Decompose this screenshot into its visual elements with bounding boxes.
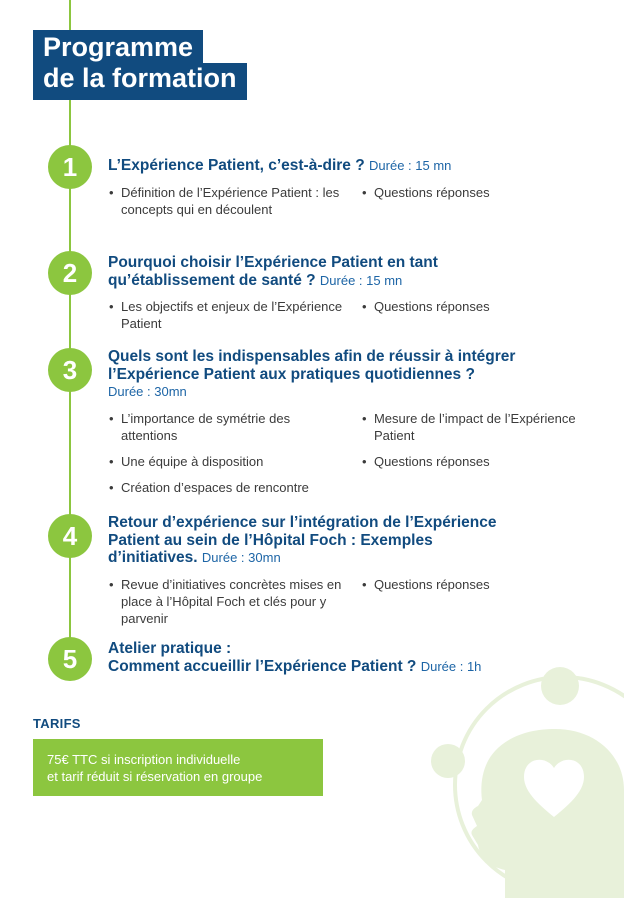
step-number-1: 1 (48, 145, 92, 189)
section-1-title-text: L’Expérience Patient, c’est-à-dire ? (108, 157, 365, 174)
section-4-duration: Durée : 30mn (201, 550, 281, 565)
bullet-item: • Questions réponses (361, 453, 598, 470)
section-4 (108, 514, 598, 636)
bullet-item: • Revue d’initiatives concrètes mises en place à l’Hôpital Foch et clés pour y parvenir (108, 576, 348, 627)
section-3-duration: Durée : 30mn (108, 384, 187, 399)
tarif-line1: 75€ TTC si inscription individuelle (47, 752, 241, 767)
section-2-title-line2: qu’établissement de santé ? (108, 271, 316, 289)
tarif-line2: et tarif réduit si réservation en groupe (47, 769, 263, 784)
section-1 (108, 157, 598, 227)
section-5-title-line1: Atelier pratique : (108, 640, 232, 657)
tarif-box (33, 739, 323, 796)
bullet-item: • Mesure de l’impact de l’Expérience Patient (361, 410, 598, 444)
section-5-title-line2: Comment accueillir l’Expérience Patient ? (108, 657, 417, 675)
section-3-title-line1: Quels sont les indispensables afin de réussir à intégrer (108, 348, 516, 365)
bullet-item: • Questions réponses (361, 576, 598, 627)
section-4-title-line1: Retour d’expérience sur l’intégration de l’Expérience (108, 514, 497, 531)
section-2 (108, 254, 598, 341)
bullet-item: • Création d’espaces de rencontre (108, 479, 421, 496)
bullet-item: • Les objectifs et enjeux de l’Expérience Patient (108, 298, 348, 332)
tarifs-label: TARIFS (33, 716, 81, 731)
section-4-title (108, 514, 598, 567)
section-2-title (108, 254, 598, 289)
page-title-line2: de la formation (33, 63, 247, 100)
head-heart-icon (420, 665, 624, 898)
step-number-3: 3 (48, 348, 92, 392)
section-3-title-line2: l’Expérience Patient aux pratiques quotidiennes ? (108, 365, 475, 383)
section-1-duration: Durée : 15 mn (369, 158, 452, 173)
section-3 (108, 348, 598, 505)
bullet-item: • Une équipe à disposition (108, 453, 348, 470)
step-number-4: 4 (48, 514, 92, 558)
step-number-2: 2 (48, 251, 92, 295)
section-4-title-line2: Patient au sein de l’Hôpital Foch : Exemples (108, 531, 433, 549)
section-1-title (108, 157, 598, 175)
step-number-5: 5 (48, 637, 92, 681)
section-3-title (108, 348, 598, 401)
bullet-item: • Définition de l’Expérience Patient : les concepts qui en découlent (108, 184, 348, 218)
bullet-item: • L’importance de symétrie des attentions (108, 410, 348, 444)
section-4-title-line3: d’initiatives. (108, 549, 198, 566)
section-5-duration: Durée : 1h (420, 658, 482, 674)
page-title-line1: Programme (33, 30, 203, 65)
bullet-item: • Questions réponses (361, 184, 598, 218)
bullet-item: • Questions réponses (361, 298, 598, 332)
section-2-duration: Durée : 15 mn (319, 272, 403, 288)
section-2-title-line1: Pourquoi choisir l’Expérience Patient en tant (108, 254, 438, 271)
